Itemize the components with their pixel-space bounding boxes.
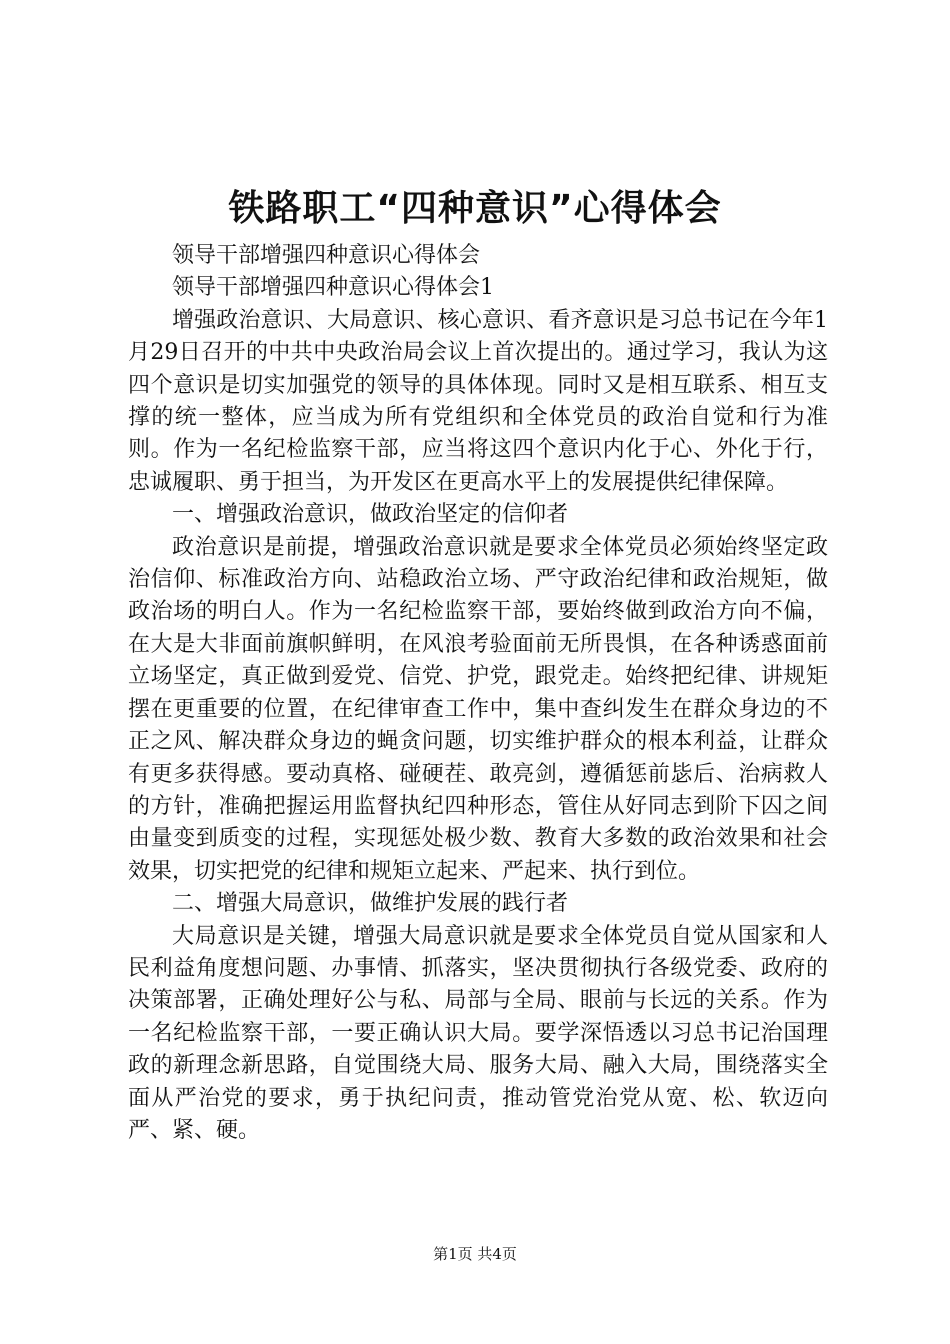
section-heading: 一、增强政治意识，做政治坚定的信仰者: [172, 502, 569, 528]
section-heading: 二、增强大局意识，做维护发展的践行者: [172, 891, 569, 917]
paragraph: 领导干部增强四种意识心得体会: [172, 243, 481, 268]
document-body: [128, 240, 828, 1147]
paragraph: 政治意识是前提，增强政治意识就是要求全体党员必须始终坚定政治信仰、标准政治方向、站稳政治立场、严守政治纪律和政治规矩，做政治场的明白人。作为一名纪检监察干部，要始终做到政治方向不偏，在大是大非面前旗帜鲜明，在风浪考验面前无所畏惧，在各种诱惑面前立场坚定，真正做到爱党、信党、护党，跟党走。始终把纪律、讲规矩摆在更重要的位置，在纪律审查工作中，集中查纠发生在群众身边的不正之风、解决群众身边的蝇贪问题，切实维护群众的根本利益，让群众有更多获得感。要动真格、碰硬茬、敢亮剑，遵循惩前毖后、治病救人的方针，准确把握运用监督执纪四种形态，管住从好同志到阶下囚之间由量变到质变的过程，实现惩处极少数、教育大多数的政治效果和社会效果，切实把党的纪律和规矩立起来、严起来、执行到位。: [128, 534, 828, 884]
document-title: 铁路职工“四种意识”心得体会: [228, 188, 722, 229]
paragraph: 增强政治意识、大局意识、核心意识、看齐意识是习总书记在今年1月29日召开的中共中央政治局会议上首次提出的。通过学习，我认为这四个意识是切实加强党的领导的具体体现。同时又是相互联系、相互支撑的统一整体，应当成为所有党组织和全体党员的政治自觉和行为准则。作为一名纪检监察干部，应当将这四个意识内化于心、外化于行，忠诚履职、勇于担当，为开发区在更高水平上的发展提供纪律保障。: [128, 307, 828, 495]
paragraph: 大局意识是关键，增强大局意识就是要求全体党员自觉从国家和人民利益角度想问题、办事情、抓落实，坚决贯彻执行各级党委、政府的决策部署，正确处理好公与私、局部与全局、眼前与长远的关系。作为一名纪检监察干部，一要正确认识大局。要学深悟透以习总书记治国理政的新理念新思路，自觉围绕大局、服务大局、融入大局，围绕落实全面从严治党的要求，勇于执纪问责，推动管党治党从宽、松、软迈向严、紧、硬。: [128, 923, 828, 1143]
page-footer: 第1页 共4页: [433, 1245, 517, 1263]
paragraph: 领导干部增强四种意识心得体会1: [172, 275, 494, 301]
